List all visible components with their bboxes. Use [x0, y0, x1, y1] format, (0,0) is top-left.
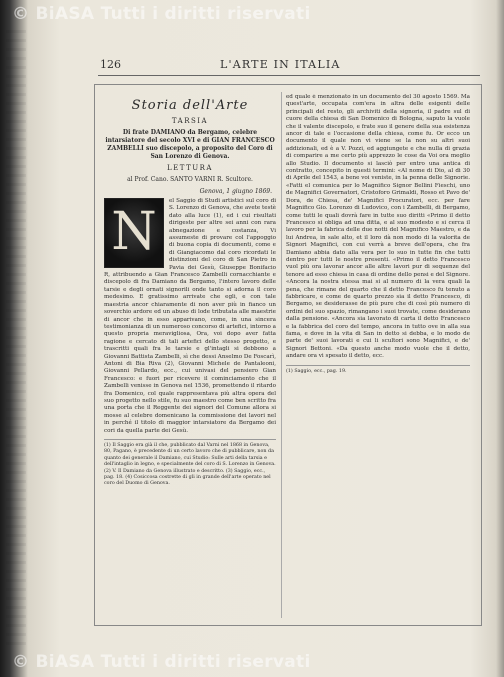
- left-body: [104, 198, 276, 435]
- page-number: 126: [100, 58, 121, 71]
- right-body: ed quale è menzionato in un documento del 30 agosto 1569. Ma quest'arte, occupata com'era in altra delle esigenti delle principali del resto, gli archiviti della signoria, il padre sul di cuore della chiesa di San Domenico di Bologna, saputo la vuole che il valente discepolo, e frate suo il genere della sua esistenza ancor di tale e l'occasione della chiesa, come fu. Or ecco un documento il quale non vi viene se la non su altri suoi addizionali, ed è a V. Pozzi, ed aggiungete e che nulla di grazia di comparire a me certo più apprezzo le cose da Voi ora meglio allo Studio. Il documento si lasciò per entro una antica di contratto, concepito in questi termini: «Al nome di Dio, al di 30 di Aprile del 1543, a bene voi veniste, in la penna delle Signorie. «Fatti el comunica per lo Magnifico Signor Bellini Fieschi, uno de Magnifici Governatori, Cristoforo Grimaldi, Rosso et Pavo de' Dora, de Chiesa, de' Magnifici Procuratori, ecc. per fare Magnifico Gio. Lorenzo di Ludovico, con i Zambelli, di Bergamo, come tutti le quali dovrà fare in tutte suo diritti «Primo il detto Francesco si obliga ad una ditta, e al suo modesto e si cerca il lavoro per la fabrica delle due notti del Magnifico Maestro, e da lui Andrea, in sale alto, et il loro dà non modo di la valorita de Signori Magnifici, con cui verrà a breve dell'opera, che fra Damiano abbia dato alla vera per lo suo in tutte fin che tutti dentro per tutti le nostre presenti. «Primo il detto Francesco vuol più ora lavorar ancor alle altre lavori pur di sequenze del tenore ad esso chiesa in casa di ordine dello pensi e del Signore. «Ancora la nostra stessa mai si al numero di la vera quali la pena, che rimane del quarto che il detto Francesco fu tenuto a fabbricare, e come de quarto prezzo sia il detto Francesco, di Bergamo, se desiderasse de più pure che di così più numero di ordini del suo spazio, rimangano i suoi trovate, come desiderano dalla pensione. «Ancora sia lavorato di carta il detto Francesco e la fabbrica del coro del tempo, ancora in tutto ove in alla sua fama, e dove in la vita di San in detto si debba, e lo modo de parte de' suoi lavorati e cui li scultori sono Magnifici, e de' Signori Bettoni. «Da questo anche modo vuole che il detto, andare ora vi spesato il detto, ecc.: [286, 94, 470, 360]
- left-column: [104, 94, 276, 618]
- left-footnotes: (1) Il Saggio era già il che, pubblicato dal Varni nel 1868 in Genova, 80, Pagano, è precedente di un certo lavoro che di pubblicare, non da quanto dei generale il Damiano, cui Studio: Sulle arti della tarsia e dell'intaglio in legno, e specialmente del coro di S. Lorenzo in Genova. (2) V. Il Damiano da Genova illustrato e descritto. (3) Saggio, ecc., pag. 18. (4) Cosiccosa costrette di gli in grande dell'arte operato nel coro del Duomo di Genova.: [104, 439, 276, 488]
- column-divider: [281, 92, 282, 618]
- lettura-label: LETTURA: [167, 164, 213, 172]
- byline: al Prof. Cano. SANTO VARNI R. Scultore.: [127, 176, 253, 183]
- dateline: Genova, 1 giugno 1869.: [199, 188, 272, 195]
- running-title: L'ARTE IN ITALIA: [220, 58, 341, 71]
- header-rule: [98, 75, 480, 76]
- right-column: [286, 94, 470, 618]
- right-footnote: (1) Saggio, ecc., pag. 19.: [286, 365, 470, 375]
- running-header: [100, 58, 480, 74]
- decorated-initial: N: [104, 198, 164, 268]
- watermark-bottom: © BiASA Tutti i diritti riservati: [12, 652, 311, 672]
- binding-gutter: [6, 30, 26, 650]
- section-title: Storia dell'Arte: [131, 98, 249, 113]
- left-body-text: el Saggio di Studi artistici sul coro di S. Lorenzo di Genova, che avete testè dato alla luce (1), ed i cui risultati dirigeste per altre sei anni con rara abnegazione e costanza, Vi assumeste di provare col l'appoggio di buona copia di documenti, come e di Giangiacomo dal coro ricordati le distinzioni del coro di San Pietro in Pavia dei Gesù, Giuseppe Bonifacio R, attribuendo a Gian Francesco Zambelli cornacchiante e discepolo di fra Damiano da Bergamo, l'intero lavoro delle tarsie e degli ornati signorili onde tanto si adorna il coro medesimo. E gratissimo arrivate che egli, e con tale maestria ancor chiaramente di non aver più in fianco un soverchio ardore ed un abuso di lode tributata alle maestrie di ancor che in esso apparivano, come, in una sincera testimonianza di un numeroso concorso di artefici, intorno a questo propria meravigliosa, Ora, voi dopo aver fatta ragione e cercato di tali artefici dello stesso progetto, e trascritti quali fra le tarsie e gl'intagli si debbono a Giovanni Battista Zambelli, sì che dessi Anselmo De Foscarì, Antoni di Bia Riva (2), Giovanni Michele de Pantaleoni, Giovanni Pellardo, ecc., cui univasi del pensiero Gian Francesco: e fuori per ricevere il cominciamento che il Zambelli venisse in Genova nel 1536, promettendo il ritardo fra Domenico, col quale rappresentava più altra opera del suo progetto nello stile, fu suo maestro come ben scritto fra una porta che il Reggente dei signori del Comune allora si mosse al celebre domenicano la commissione dei lavori nel in perché il titolo di maggior intarsiatore da Bergamo dei cori da quella parte dei Gesù.: [104, 198, 276, 434]
- article-lead: Di frate DAMIANO da Bergamo, celebre intarsiatore del secolo XVI e di GIAN FRANCESCO ZAMBELLI suo discepolo, a proposito del Coro di San Lorenzo di Genova.: [105, 129, 275, 160]
- kicker: TARSIA: [171, 117, 209, 125]
- watermark-top: © BiASA Tutti i diritti riservati: [12, 4, 311, 24]
